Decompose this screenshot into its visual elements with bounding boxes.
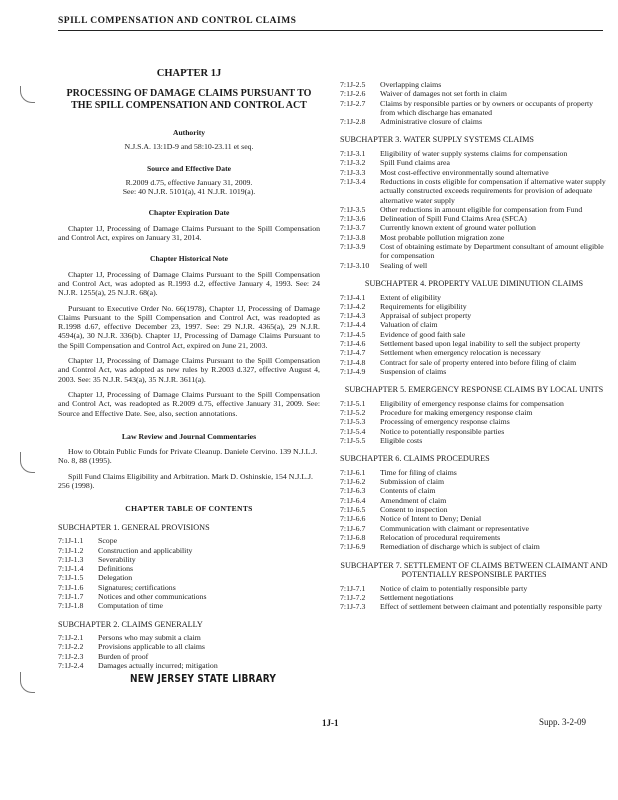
- section-title: Other reductions in amount eligible for compensation from Fund: [380, 204, 583, 214]
- history-paragraph: Chapter 1J, Processing of Damage Claims Pursuant to the Spill Compensation and Control Act, was readopted as R.2009 d.75, effective January 31, 2009. See: Source and Effective Date. See, also, section annotations.: [58, 389, 320, 418]
- section-title: Eligibility of emergency response claims for compensation: [380, 398, 564, 408]
- toc-entry: [58, 546, 320, 555]
- section-number: 7:1J-2.5: [340, 80, 366, 89]
- expiration-text: Chapter 1J, Processing of Damage Claims Pursuant to the Spill Compensation and Control Act, expires on January 31, 2014.: [58, 223, 320, 243]
- section-title: Eligible costs: [380, 435, 423, 445]
- section-title: Sealing of well: [380, 260, 428, 270]
- section-number: 7:1J-5.5: [340, 435, 366, 445]
- section-number: 7:1J-3.8: [340, 232, 366, 242]
- chapter-name: PROCESSING OF DAMAGE CLAIMS PURSUANT TO THE SPILL COMPENSATION AND CONTROL ACT: [66, 88, 312, 111]
- section-number: 7:1J-2.4: [58, 661, 84, 671]
- toc-entry: [340, 524, 608, 533]
- toc-entry: [340, 533, 608, 542]
- toc-entry: [340, 427, 608, 436]
- section-number: 7:1J-2.1: [58, 633, 84, 643]
- toc-entry: [340, 514, 608, 523]
- section-number: 7:1J-1.4: [58, 564, 84, 574]
- section-number: 7:1J-5.4: [340, 426, 366, 436]
- section-number: 7:1J-2.3: [58, 651, 84, 661]
- subchapter-heading: SUBCHAPTER 1. GENERAL PROVISIONS: [58, 522, 210, 532]
- section-title: Claims by responsible parties or by owners or occupants of property from which discharge has emanated: [380, 98, 594, 117]
- toc-entry: [340, 602, 608, 611]
- section-number: 7:1J-6.1: [340, 467, 366, 477]
- header-rule: [58, 30, 603, 31]
- section-number: 7:1J-6.3: [340, 486, 366, 496]
- section-number: 7:1J-4.9: [340, 366, 366, 376]
- section-number: 7:1J-4.4: [340, 320, 366, 330]
- toc-entry: [340, 468, 608, 477]
- toc-entry: [58, 601, 320, 610]
- section-title: Settlement based upon legal inability to sell the subject property: [380, 339, 581, 349]
- section-number: 7:1J-7.2: [340, 593, 366, 603]
- section-number: 7:1J-6.2: [340, 477, 366, 487]
- section-number: 7:1J-3.6: [340, 214, 366, 224]
- section-title: Notice of Intent to Deny; Denial: [380, 514, 482, 524]
- page-number: 1J-1: [322, 718, 339, 728]
- toc-entry: [340, 348, 608, 357]
- section-title: Valuation of claim: [380, 320, 438, 330]
- section-number: 7:1J-3.5: [340, 204, 366, 214]
- toc-list: [58, 536, 320, 610]
- section-number: 7:1J-1.5: [58, 573, 84, 583]
- toc-entry: [340, 223, 608, 232]
- section-title: Contract for sale of property entered into before filing of claim: [380, 357, 577, 367]
- library-stamp: NEW JERSEY STATE LIBRARY: [130, 672, 277, 685]
- section-number: 7:1J-4.8: [340, 357, 366, 367]
- section-title: Settlement when emergency relocation is necessary: [380, 348, 541, 358]
- toc-entry: [340, 542, 608, 551]
- section-title: Extent of eligibility: [380, 292, 442, 302]
- toc-entry: [340, 89, 608, 98]
- section-number: 7:1J-3.3: [340, 167, 366, 177]
- toc-list: [58, 633, 320, 670]
- toc-entry: [340, 320, 608, 329]
- section-number: 7:1J-1.2: [58, 545, 84, 555]
- section-number: 7:1J-6.7: [340, 523, 366, 533]
- section-title: Persons who may submit a claim: [98, 633, 201, 643]
- law-review-entry: Spill Fund Claims Eligibility and Arbitration. Mark D. Oshinskie, 154 N.J.L.J. 256 (1998).: [58, 471, 313, 491]
- section-title: Provisions applicable to all claims: [98, 642, 205, 652]
- section-title: Construction and applicability: [98, 545, 193, 555]
- toc-entry: [340, 584, 608, 593]
- toc-entry: [340, 242, 608, 261]
- running-header: SPILL COMPENSATION AND CONTROL CLAIMS: [58, 16, 297, 26]
- toc-entry: [340, 505, 608, 514]
- toc-heading: CHAPTER TABLE OF CONTENTS: [125, 504, 253, 514]
- section-number: 7:1J-3.9: [340, 242, 366, 252]
- toc-entry: [340, 149, 608, 158]
- toc-entry: [340, 311, 608, 320]
- section-number: 7:1J-1.8: [58, 601, 84, 611]
- section-title: Settlement negotiations: [380, 593, 454, 603]
- toc-entry: [340, 477, 608, 486]
- section-title: Definitions: [98, 564, 134, 574]
- section-title: Suspension of claims: [380, 366, 447, 376]
- section-number: 7:1J-3.1: [340, 149, 366, 159]
- source-line: See: 40 N.J.R. 5101(a), 41 N.J.R. 1019(a).: [122, 187, 256, 197]
- toc-entry: [340, 293, 608, 302]
- toc-entry: [58, 564, 320, 573]
- section-title: Time for filing of claims: [380, 467, 457, 477]
- toc-entry: [58, 536, 320, 545]
- section-number: 7:1J-6.8: [340, 532, 366, 542]
- toc-list: [340, 293, 608, 377]
- toc-entry: [340, 158, 608, 167]
- section-title: Spill Fund claims area: [380, 158, 450, 168]
- subchapter-heading: SUBCHAPTER 5. EMERGENCY RESPONSE CLAIMS BY LOCAL UNITS: [344, 385, 604, 395]
- section-title: Waiver of damages not set forth in claim: [380, 89, 507, 99]
- section-title: Delineation of Spill Fund Claims Area (SFCA): [380, 214, 527, 224]
- section-title: Overlapping claims: [380, 80, 442, 89]
- section-number: 7:1J-1.3: [58, 554, 84, 564]
- section-title: Eligibility of water supply systems claims for compensation: [380, 149, 568, 159]
- section-number: 7:1J-3.2: [340, 158, 366, 168]
- section-number: 7:1J-5.2: [340, 408, 366, 418]
- toc-list: [340, 80, 608, 126]
- section-number: 7:1J-1.6: [58, 582, 84, 592]
- toc-entry: [340, 99, 608, 118]
- section-number: 7:1J-4.3: [340, 311, 366, 321]
- toc-entry: [58, 592, 320, 601]
- toc-entry: [340, 261, 608, 270]
- toc-entry: [340, 417, 608, 426]
- section-title: Most cost-effective environmentally sound alternative: [380, 167, 549, 177]
- section-title: Effect of settlement between claimant and potentially responsible party: [380, 602, 602, 612]
- section-title: Signatures; certifications: [98, 582, 176, 592]
- expiration-heading: Chapter Expiration Date: [148, 208, 230, 218]
- toc-entry: [340, 339, 608, 348]
- toc-entry: [340, 177, 608, 205]
- chapter-number: CHAPTER 1J: [156, 68, 222, 79]
- toc-entry: [340, 358, 608, 367]
- toc-entry: [340, 214, 608, 223]
- section-title: Delegation: [98, 573, 133, 583]
- section-title: Requirements for eligibility: [380, 301, 467, 311]
- margin-bracket-mark: [20, 452, 35, 473]
- source-heading: Source and Effective Date: [146, 163, 231, 173]
- toc-entry: [340, 496, 608, 505]
- subchapter-heading: SUBCHAPTER 6. CLAIMS PROCEDURES: [340, 454, 490, 464]
- toc-entry: [340, 117, 608, 126]
- section-title: Communication with claimant or representative: [380, 523, 529, 533]
- section-title: Scope: [98, 536, 118, 546]
- section-number: 7:1J-5.3: [340, 417, 366, 427]
- toc-entry: [58, 555, 320, 564]
- section-number: 7:1J-6.5: [340, 505, 366, 515]
- source-line: R.2009 d.75, effective January 31, 2009.: [125, 177, 253, 187]
- section-number: 7:1J-3.10: [340, 260, 370, 270]
- section-title: Cost of obtaining estimate by Department consultant of amount eligible for compensation: [380, 242, 604, 261]
- section-number: 7:1J-6.6: [340, 514, 366, 524]
- section-number: 7:1J-2.8: [340, 117, 366, 127]
- toc-list: [340, 399, 608, 445]
- section-title: Notice to potentially responsible parties: [380, 426, 505, 436]
- section-title: Contents of claim: [380, 486, 436, 496]
- section-number: 7:1J-5.1: [340, 398, 366, 408]
- toc-list: [340, 468, 608, 552]
- toc-entry: [340, 233, 608, 242]
- subchapter-heading: SUBCHAPTER 7. SETTLEMENT OF CLAIMS BETWEEN CLAIMANT AND POTENTIALLY RESPONSIBLE PARTIES: [340, 560, 608, 580]
- subchapter-heading: SUBCHAPTER 3. WATER SUPPLY SYSTEMS CLAIMS: [340, 135, 534, 145]
- section-title: Relocation of procedural requirements: [380, 532, 501, 542]
- section-number: 7:1J-4.1: [340, 292, 366, 302]
- section-number: 7:1J-2.7: [340, 98, 366, 108]
- toc-entry: [58, 633, 320, 642]
- section-number: 7:1J-6.4: [340, 495, 366, 505]
- toc-list: [340, 149, 608, 270]
- section-title: Currently known extent of ground water pollution: [380, 223, 536, 233]
- history-paragraph: Chapter 1J, Processing of Damage Claims Pursuant to the Spill Compensation and Control Act, was adopted as new rules by R.2003 d.327, effective August 4, 2003. See: 35 N.J.R. 543(a), 35 N.J.R. 3611(a).: [58, 356, 320, 384]
- section-title: Reductions in costs eligible for compensation if alternative water supply actually constructed exceeds requirements for provision of adequate alternative water supply: [380, 176, 606, 205]
- toc-entry: [58, 652, 320, 661]
- history-paragraph: Chapter 1J, Processing of Damage Claims Pursuant to the Spill Compensation and Control Act, was adopted as R.1993 d.2, effective January 4, 1993. See: 24 N.J.R. 1255(a), 25 N.J.R. 68(a).: [58, 269, 320, 298]
- authority-heading: Authority: [172, 128, 206, 137]
- section-title: Severability: [98, 554, 136, 564]
- toc-entry: [58, 583, 320, 592]
- toc-entry: [340, 168, 608, 177]
- section-title: Administrative closure of claims: [380, 117, 482, 127]
- section-number: 7:1J-4.7: [340, 348, 366, 358]
- subchapter-heading: SUBCHAPTER 2. CLAIMS GENERALLY: [58, 619, 203, 629]
- toc-entry: [340, 302, 608, 311]
- section-title: Damages actually incurred; mitigation: [98, 661, 218, 671]
- margin-bracket-mark: [20, 672, 35, 693]
- section-number: 7:1J-3.7: [340, 223, 366, 233]
- section-title: Notice of claim to potentially responsible party: [380, 583, 528, 593]
- toc-entry: [340, 593, 608, 602]
- toc-entry: [340, 408, 608, 417]
- toc-entry: [58, 573, 320, 582]
- section-number: 7:1J-4.2: [340, 301, 366, 311]
- history-paragraph: Pursuant to Executive Order No. 66(1978), Chapter 1J, Processing of Damage Claims Pursuant to the Spill Compensation and Control Act, was readopted as R.1998 d.67, effective December 23, 1997. See: 29 N.J.R. 4365(a), 29 N.J.R. 4594(a), 30 N.J.R. 336(b). Chapter 1J, Processing of Damage Claims Pursuant to the Spill Compensation and Control Act, expired on June 21, 2003.: [58, 303, 320, 350]
- supplement-date: Supp. 3-2-09: [539, 717, 586, 727]
- section-title: Remediation of discharge which is subject of claim: [380, 542, 540, 552]
- section-number: 7:1J-7.3: [340, 602, 366, 612]
- section-title: Consent to inspection: [380, 505, 448, 515]
- right-column: [340, 80, 608, 612]
- section-title: Appraisal of subject property: [380, 311, 472, 321]
- margin-bracket-mark: [20, 86, 35, 103]
- section-number: 7:1J-6.9: [340, 542, 366, 552]
- toc-entry: [340, 330, 608, 339]
- section-title: Processing of emergency response claims: [380, 417, 510, 427]
- subchapter-heading: SUBCHAPTER 4. PROPERTY VALUE DIMINUTION CLAIMS: [364, 278, 584, 288]
- section-number: 7:1J-1.1: [58, 536, 84, 546]
- left-column: [58, 68, 320, 670]
- section-title: Burden of proof: [98, 651, 149, 661]
- section-title: Amendment of claim: [380, 495, 447, 505]
- section-title: Notices and other communications: [98, 591, 207, 601]
- section-title: Submission of claim: [380, 477, 445, 487]
- toc-entry: [340, 80, 608, 89]
- law-review-entry: How to Obtain Public Funds for Private Cleanup. Daniele Cervino. 139 N.J.L.J. No. 8, 88 (1995).: [58, 447, 318, 466]
- section-number: 7:1J-4.5: [340, 329, 366, 339]
- toc-entry: [340, 399, 608, 408]
- section-number: 7:1J-7.1: [340, 583, 366, 593]
- section-number: 7:1J-2.2: [58, 642, 84, 652]
- toc-entry: [340, 486, 608, 495]
- section-title: Procedure for making emergency response claim: [380, 408, 533, 418]
- section-title: Computation of time: [98, 601, 163, 611]
- toc-entry: [340, 367, 608, 376]
- section-title: Evidence of good faith sale: [380, 329, 466, 339]
- section-number: 7:1J-1.7: [58, 591, 84, 601]
- toc-entry: [340, 205, 608, 214]
- history-heading: Chapter Historical Note: [150, 254, 228, 264]
- toc-list: [340, 584, 608, 612]
- authority-text: N.J.S.A. 13:1D-9 and 58:10-23.11 et seq.: [124, 142, 254, 152]
- toc-entry: [340, 436, 608, 445]
- section-title: Most probable pollution migration zone: [380, 232, 505, 242]
- toc-entry: [58, 661, 320, 670]
- law-review-heading: Law Review and Journal Commentaries: [121, 431, 257, 441]
- section-number: 7:1J-4.6: [340, 339, 366, 349]
- section-number: 7:1J-3.4: [340, 176, 366, 186]
- section-number: 7:1J-2.6: [340, 89, 366, 99]
- toc-entry: [58, 642, 320, 651]
